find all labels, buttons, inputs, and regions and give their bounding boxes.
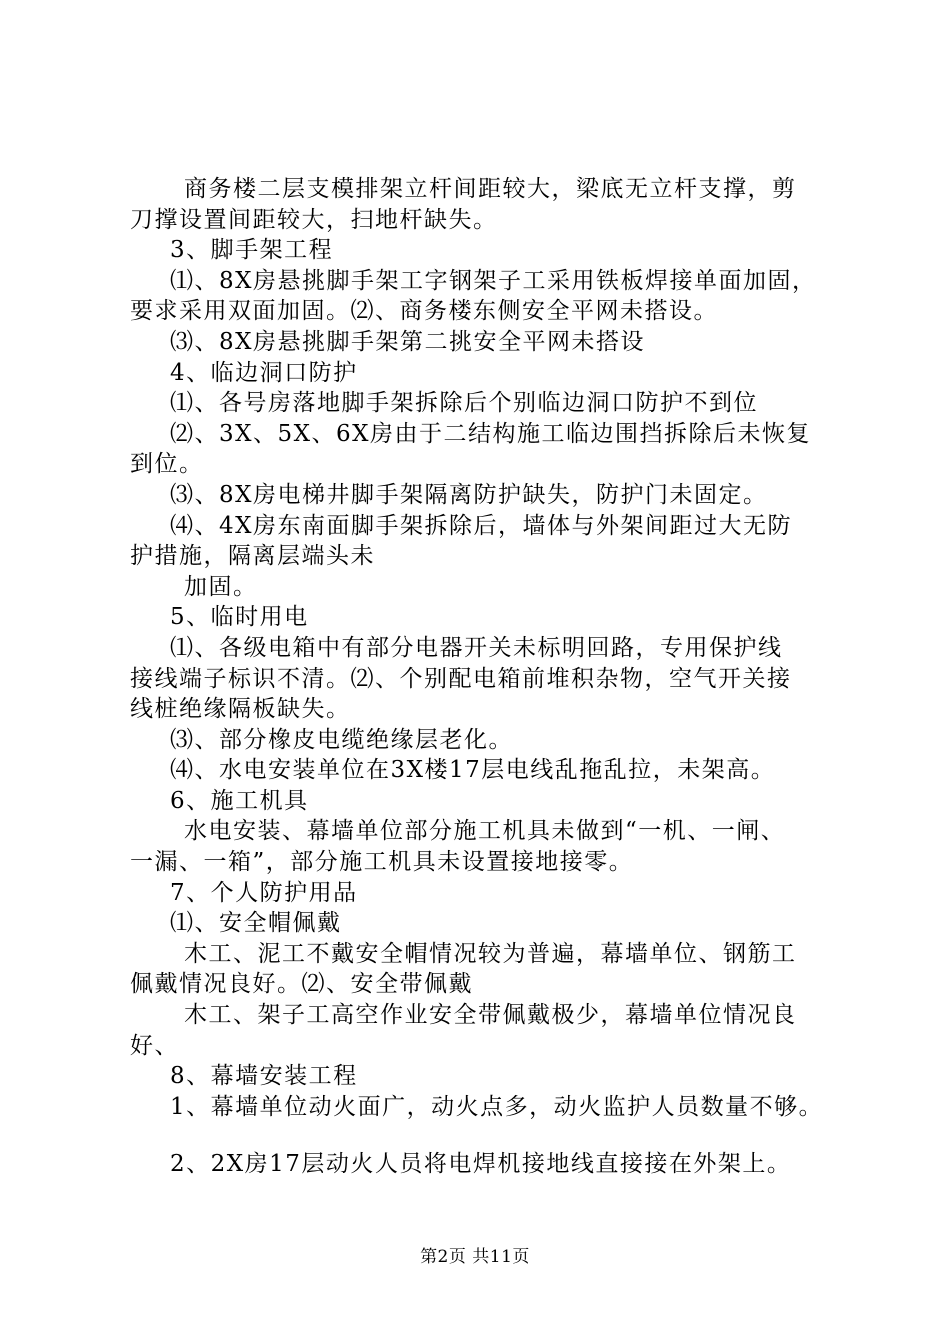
page-footer: 第2页 共11页 <box>420 1247 530 1267</box>
text-line: ⑵、3X、5X、6X房由于二结构施工临边围挡拆除后未恢复 <box>170 420 812 447</box>
text-line: 2、2X房17层动火人员将电焊机接地线直接接在外架上。 <box>170 1151 792 1178</box>
paragraph-gap <box>130 1122 850 1149</box>
section-heading: 8、幕墙安装工程 <box>170 1063 358 1090</box>
section-heading: 4、临边洞口防护 <box>170 359 358 386</box>
text-line: 佩戴情况良好。⑵、安全带佩戴 <box>130 971 473 998</box>
section-heading: 3、脚手架工程 <box>170 237 334 264</box>
text-line: 好、 <box>130 1032 179 1059</box>
text-line: ⑶、8X房悬挑脚手架第二挑安全平网未搭设 <box>170 328 646 355</box>
text-line: 到位。 <box>130 451 204 478</box>
text-line: 线桩绝缘隔板缺失。 <box>130 696 351 723</box>
text-line: 商务楼二层支模排架立杆间距较大，梁底无立杆支撑，剪 <box>184 176 797 202</box>
text-line: 水电安装、幕墙单位部分施工机具未做到“一机、一闸、 <box>184 818 786 845</box>
text-line: 加固。 <box>184 573 258 600</box>
text-line: 刀撑设置间距较大，扫地杆缺失。 <box>130 206 498 233</box>
text-line: 要求采用双面加固。⑵、商务楼东侧安全平网未搭设。 <box>130 298 718 325</box>
text-line: 木工、架子工高空作业安全带佩戴极少，幕墙单位情况良 <box>184 1002 797 1029</box>
text-line: ⑴、各号房落地脚手架拆除后个别临边洞口防护不到位 <box>170 390 758 417</box>
section-heading: 7、个人防护用品 <box>170 879 358 906</box>
section-heading: 5、临时用电 <box>170 604 309 631</box>
text-line: 一漏、一箱”，部分施工机具未设置接地接零。 <box>130 849 634 876</box>
text-line: 木工、泥工不戴安全帽情况较为普遍，幕墙单位、钢筋工 <box>184 940 797 967</box>
text-line: ⑴、安全帽佩戴 <box>170 910 342 937</box>
text-line: ⑶、8X房电梯井脚手架隔离防护缺失，防护门未固定。 <box>170 481 768 508</box>
text-line: 1、幕墙单位动火面广，动火点多，动火监护人员数量不够。 <box>170 1093 824 1120</box>
text-line: 接线端子标识不清。⑵、个别配电箱前堆积杂物，空气开关接 <box>130 665 792 692</box>
section-heading: 6、施工机具 <box>170 787 309 814</box>
document-body <box>130 174 850 1180</box>
text-line: ⑶、部分橡皮电缆绝缘层老化。 <box>170 726 513 753</box>
text-line: ⑴、各级电箱中有部分电器开关未标明回路，专用保护线 <box>170 634 783 661</box>
text-line: 护措施，隔离层端头未 <box>130 543 375 570</box>
text-line: ⑷、水电安装单位在3X楼17层电线乱拖乱拉，未架高。 <box>170 757 776 784</box>
text-line: ⑷、4X房东南面脚手架拆除后，墙体与外架间距过大无防 <box>170 512 793 539</box>
text-line: ⑴、8X房悬挑脚手架工字钢架子工采用铁板焊接单面加固， <box>170 267 817 294</box>
